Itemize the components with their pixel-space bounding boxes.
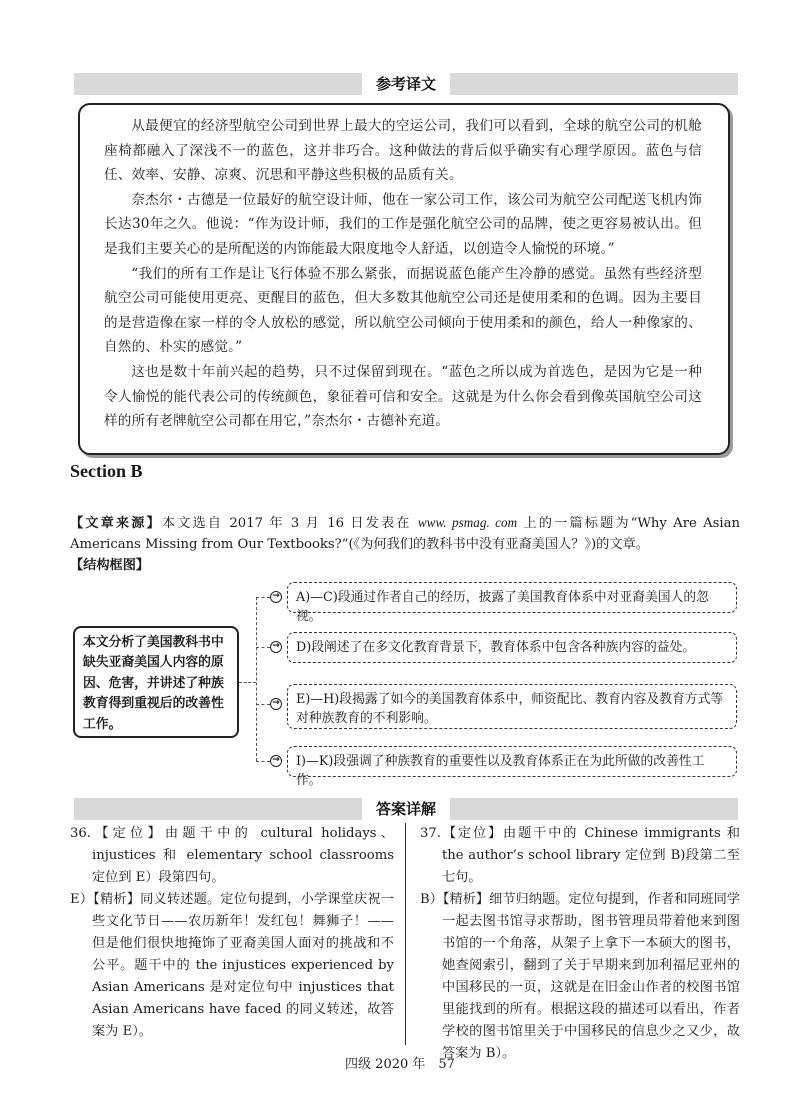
diagram-node: D)段阐述了在多文化教育背景下，教育体系中包含各种族内容的益处。 <box>287 632 737 663</box>
answers-heading-band <box>74 798 738 820</box>
diagram-connector <box>256 647 270 648</box>
page-footer: 四级 2020 年 57 <box>345 1057 455 1072</box>
translation-paragraph: 奈杰尔・古德是一位最好的航空设计师，他在一家公司工作，该公司为航空公司配送飞机内饰长达30年之久。他说：“作为设计师，我们的工作是强化航空公司的品牌，使之更容易被认出。但是我们主要关心的是所配送的内饰能最大限度地令人舒适，以创造令人愉悦的环境。” <box>104 191 702 257</box>
section-title: Section B <box>70 461 143 481</box>
answer-item: B）【精析】细节归纳题。定位句提到，作者和同班同学一起去图书馆寻求帮助，图书管理员带着他来到图书馆的一个角落，从架子上拿下一本硕大的图书，她查阅索引，翻到了关于早期来到加利福尼亚州的中国移民的一页，这就是在旧金山作者的校图书馆里能找到的所有。根据这段的描述可以看出，作者学校的图书馆里关于中国移民的信息少之又少，故答案为 B）。 <box>420 892 740 1061</box>
source-tag: 【文章来源】 <box>70 516 162 531</box>
translation-heading: 参考译文 <box>362 73 450 95</box>
diagram-connector <box>256 704 270 705</box>
arrow-icon: → <box>270 641 282 653</box>
source-site: www. psmag. com <box>417 515 518 530</box>
translation-heading-band <box>74 73 738 95</box>
diagram-connector <box>256 761 270 762</box>
translation-paragraph: 这也是数十年前兴起的趋势，只不过保留到现在。“蓝色之所以成为首选色，是因为它是一种令人愉悦的能代表公司的传统颜色，象征着可信和安全。这就是为什么你会看到像英国航空公司这样的所有老牌航空公司都在用它，”奈杰尔・古德补充道。 <box>104 363 702 430</box>
answer-item: E）【精析】同义转述题。定位句提到，小学课堂庆祝一些文化节日——农历新年！发红包！舞狮子！——但是他们很快地掩饰了亚裔美国人面对的挑战和不公平。题干中的 the injustices experienced by Asian Americans 是对定位句中 injustices that Asian Americans have faced 的同义转述，故答案为 E）。 <box>70 892 394 1039</box>
answer-item: 37.【定位】由题干中的 Chinese immigrants 和 the author’s school library 定位到 B)段第二至七句。 <box>420 826 740 885</box>
diagram-connector <box>256 597 270 598</box>
diagram-connector <box>239 682 256 683</box>
structure-tag: 【结构框图】 <box>70 558 150 573</box>
article-source <box>70 512 740 555</box>
diagram-node: I)—K)段强调了种族教育的重要性以及教育体系正在为此所做的改善性工作。 <box>287 746 737 777</box>
diagram-node: E)—H)段揭露了如今的美国教育体系中，师资配比、教育内容及教育方式等对种族教育的不利影响。 <box>287 684 737 729</box>
arrow-icon: → <box>270 591 282 603</box>
diagram-node: A)—C)段通过作者自己的经历，披露了美国教育体系中对亚裔美国人的忽视。 <box>287 582 737 613</box>
source-text-pre: 本文选自 2017 年 3 月 16 日发表在 <box>161 516 418 531</box>
translation-paragraph: 从最便宜的经济型航空公司到世界上最大的空运公司，我们可以看到，全球的航空公司的机舱座椅都融入了深浅不一的蓝色，这并非巧合。这种做法的背后似乎确实有心理学原因。蓝色与信任、效率、安静、凉爽、沉思和平静这些积极的品质有关。 <box>104 118 702 184</box>
diagram-summary-box: 本文分析了美国教科书中缺失亚裔美国人内容的原因、危害，并讲述了种族教育得到重视后的改善性工作。 <box>73 626 239 738</box>
translation-box <box>78 103 730 455</box>
arrow-icon: → <box>270 698 282 710</box>
diagram-trunk <box>256 597 257 761</box>
answer-item: 36.【定位】由题干中的 cultural holidays、injustices 和 elementary school classrooms 定位到 E）段第四句。 <box>70 826 394 885</box>
column-divider <box>405 823 406 1045</box>
arrow-icon: → <box>270 755 282 767</box>
answers-right-column <box>420 823 740 1065</box>
answers-heading: 答案详解 <box>362 798 450 820</box>
answers-left-column <box>70 823 394 1043</box>
translation-paragraph: “我们的所有工作是让飞行体验不那么紧张，而据说蓝色能产生冷静的感觉。虽然有些经济型航空公司可能使用更亮、更醒目的蓝色，但大多数其他航空公司还是使用柔和的色调。因为主要目的是营造像在家一样的令人放松的感觉，所以航空公司倾向于使用柔和的颜色，给人一种像家的、自然的、朴实的感觉。” <box>104 265 702 356</box>
source-text-post: 上的一篇标题为“Why Are Asian Americans Missing from Our Textbooks?”(《为何我们的教科书中没有亚裔美国人？》)的文章。 <box>70 516 740 552</box>
